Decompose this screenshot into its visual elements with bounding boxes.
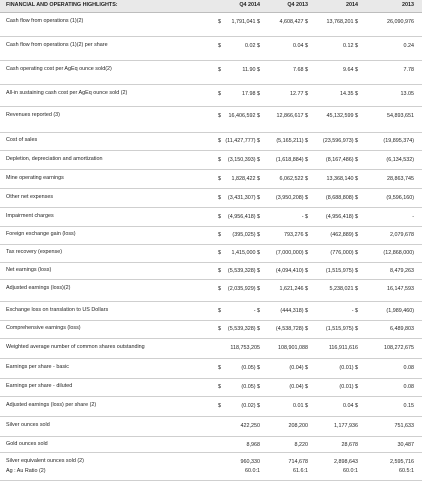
row-label: Earnings per share - basic [6,364,69,370]
currency-symbol: $ [218,326,221,332]
value-cell: 14.35 $ [340,91,358,97]
row-label: Cash operating cost per AgEq ounce sold(2) [6,66,112,72]
value-cell: (2,035,929) $ [227,286,260,292]
value-cell: 4,608,427 $ [279,19,308,25]
value-cell: - $ [253,308,260,314]
value-cell: - $ [351,308,358,314]
value-cell: 0.04 $ [343,403,358,409]
value-cell: 0.15 [403,403,414,409]
value-cell: (0.04) $ [289,365,308,371]
value-cell: 714,678 [288,459,308,465]
value-cell: 116,911,616 [328,345,358,351]
ratio-cell: 60.0:1 [343,468,358,474]
currency-symbol: $ [218,214,221,220]
value-cell: (1,618,884) $ [275,157,308,163]
value-cell: (8,688,808) $ [325,195,358,201]
value-cell: 0.04 $ [293,43,308,49]
row-label: Comprehensive earnings (loss) [6,325,81,331]
value-cell: (9,596,160) [386,195,414,201]
value-cell: 6,062,522 $ [279,176,308,182]
value-cell: (19,895,374) [383,138,414,144]
currency-symbol: $ [218,286,221,292]
currency-symbol: $ [218,403,221,409]
value-cell: (5,165,211) $ [276,138,308,144]
ratio-cell: 60.5:1 [399,468,414,474]
value-cell: (776,000) $ [330,250,358,256]
value-cell: (0.02) $ [241,403,260,409]
value-cell: (3,150,393) $ [227,157,260,163]
row-label: Cash flow from operations (1)(2) per share [6,42,108,48]
currency-symbol: $ [218,365,221,371]
currency-symbol: $ [218,384,221,390]
row-label: Silver ounces sold [6,422,50,428]
value-cell: (5,539,328) $ [227,326,260,332]
value-cell: 118,753,205 [230,345,260,351]
value-cell: 8,479,263 [390,268,414,274]
value-cell: (1,515,975) $ [325,268,358,274]
value-cell: 13,368,140 $ [326,176,358,182]
value-cell: 0.01 $ [293,403,308,409]
currency-symbol: $ [218,91,221,97]
value-cell: 16,406,592 $ [228,113,260,119]
row-label: Adjusted earnings (loss)(2) [6,285,71,291]
value-cell: 8,968 [246,442,260,448]
column-header: Q4 2014 [239,2,260,8]
row-label: Revenues reported (3) [6,112,60,118]
value-cell: 12.77 $ [290,91,308,97]
value-cell: 17.98 $ [242,91,260,97]
currency-symbol: $ [218,232,221,238]
column-header: Q4 2013 [287,2,308,8]
column-header: 2013 [402,2,414,8]
table-row [0,303,422,321]
value-cell: (4,538,728) $ [275,326,308,332]
column-header: 2014 [346,2,358,8]
value-cell: (5,539,328) $ [227,268,260,274]
table-row [0,398,422,417]
value-cell: 0.24 [403,43,414,49]
value-cell: 751,633 [394,423,414,429]
currency-symbol: $ [218,19,221,25]
value-cell: 16,147,593 [387,286,414,292]
currency-symbol: $ [218,176,221,182]
row-label: Adjusted earnings (loss) per share (2) [6,402,97,408]
value-cell: 2,595,716 [390,459,414,465]
row-label-secondary: Ag : Au Ratio (2) [6,468,46,474]
table-row [0,14,422,37]
value-cell: 5,238,021 $ [329,286,358,292]
value-cell: 9.64 $ [343,67,358,73]
table-row [0,209,422,227]
value-cell: (23,596,973) $ [322,138,358,144]
value-cell: (3,431,307) $ [227,195,260,201]
value-cell: (0.01) $ [339,365,358,371]
value-cell: 28,863,745 [387,176,414,182]
row-label: Cash flow from operations (1)(2) [6,18,84,24]
value-cell: (0.05) $ [241,384,260,390]
value-cell: (395,025) $ [232,232,260,238]
table-row [0,152,422,170]
value-cell: 13,768,201 $ [326,19,358,25]
value-cell: 0.12 $ [343,43,358,49]
row-label: Tax recovery (expense) [6,249,63,255]
table-row [0,438,422,453]
currency-symbol: $ [218,250,221,256]
value-cell: (4,094,410) $ [275,268,308,274]
table-row [0,62,422,85]
value-cell: (462,889) $ [330,232,358,238]
table-title: FINANCIAL AND OPERATING HIGHLIGHTS: [6,2,118,8]
value-cell: - [412,214,414,220]
value-cell: 422,250 [240,423,260,429]
value-cell: 0.02 $ [245,43,260,49]
value-cell: - $ [301,214,308,220]
value-cell: 13.05 [400,91,414,97]
value-cell: 28,678 [341,442,358,448]
table-row [0,246,422,263]
value-cell: 1,621,246 $ [279,286,308,292]
value-cell: 2,079,678 [390,232,414,238]
row-label: Gold ounces sold [6,441,48,447]
currency-symbol: $ [218,308,221,314]
value-cell: (12,868,000) [383,250,414,256]
row-label: Earnings per share - diluted [6,383,73,389]
value-cell: 2,898,643 [334,459,358,465]
value-cell: 108,272,675 [384,345,414,351]
value-cell: 1,177,936 [334,423,358,429]
value-cell: (1,515,975) $ [325,326,358,332]
value-cell: (7,000,000) $ [275,250,308,256]
value-cell: (4,956,418) $ [325,214,358,220]
value-cell: (0.01) $ [339,384,358,390]
value-cell: (8,167,486) $ [325,157,358,163]
row-label: Depletion, depreciation and amortization [6,156,103,162]
row-label: All-in sustaining cash cost per AgEq ounce sold (2) [6,90,128,96]
value-cell: 30,487 [397,442,414,448]
value-cell: 7.78 [403,67,414,73]
value-cell: (444,318) $ [280,308,308,314]
value-cell: 54,893,651 [387,113,414,119]
value-cell: 208,200 [288,423,308,429]
table-row [0,418,422,437]
row-label: Foreign exchange gain (loss) [6,231,76,237]
table-row [0,134,422,151]
table-row [0,281,422,302]
currency-symbol: $ [218,67,221,73]
row-label: Net earnings (loss) [6,267,52,273]
value-cell: (6,134,532) [386,157,414,163]
table-row [0,360,422,379]
table-row [0,86,422,107]
currency-symbol: $ [218,195,221,201]
value-cell: 1,415,000 $ [231,250,260,256]
table-row [0,264,422,280]
table-row [0,322,422,339]
table-row [0,228,422,245]
currency-symbol: $ [218,138,221,144]
table-header-row [0,0,422,13]
row-label: Silver equivalent ounces sold (2) [6,458,84,464]
value-cell: (1,989,460) [386,308,414,314]
value-cell: 1,828,422 $ [231,176,260,182]
value-cell: (11,427,777) $ [225,138,260,144]
table-row [0,38,422,61]
row-label: Other net expenses [6,194,54,200]
currency-symbol: $ [218,113,221,119]
row-label: Mine operating earnings [6,175,64,181]
value-cell: 11.90 $ [242,67,260,73]
currency-symbol: $ [218,157,221,163]
value-cell: 0.08 [403,384,414,390]
row-label: Impairment charges [6,213,54,219]
row-label: Exchange loss on translation to US Dollars [6,307,109,313]
table-row [0,190,422,208]
row-label: Cost of sales [6,137,38,143]
value-cell: 12,866,617 $ [276,113,308,119]
table-row [0,108,422,133]
value-cell: (0.05) $ [241,365,260,371]
value-cell: 26,090,976 [387,19,414,25]
value-cell: 0.08 [403,365,414,371]
value-cell: 7.68 $ [293,67,308,73]
value-cell: 960,330 [240,459,260,465]
value-cell: 1,791,041 $ [231,19,260,25]
row-label: Weighted average number of common shares outstanding [6,344,145,350]
value-cell: 6,489,803 [390,326,414,332]
value-cell: (3,950,208) $ [275,195,308,201]
ratio-cell: 61.6:1 [293,468,308,474]
table-row [0,380,422,397]
table-row [0,340,422,359]
value-cell: (4,956,418) $ [227,214,260,220]
ratio-cell: 60.0:1 [245,468,260,474]
currency-symbol: $ [218,43,221,49]
table-row [0,171,422,189]
value-cell: 8,220 [294,442,308,448]
table-row [0,454,422,481]
currency-symbol: $ [218,268,221,274]
value-cell: (0.04) $ [289,384,308,390]
value-cell: 793,276 $ [284,232,308,238]
value-cell: 108,901,088 [278,345,308,351]
value-cell: 45,132,599 $ [326,113,358,119]
